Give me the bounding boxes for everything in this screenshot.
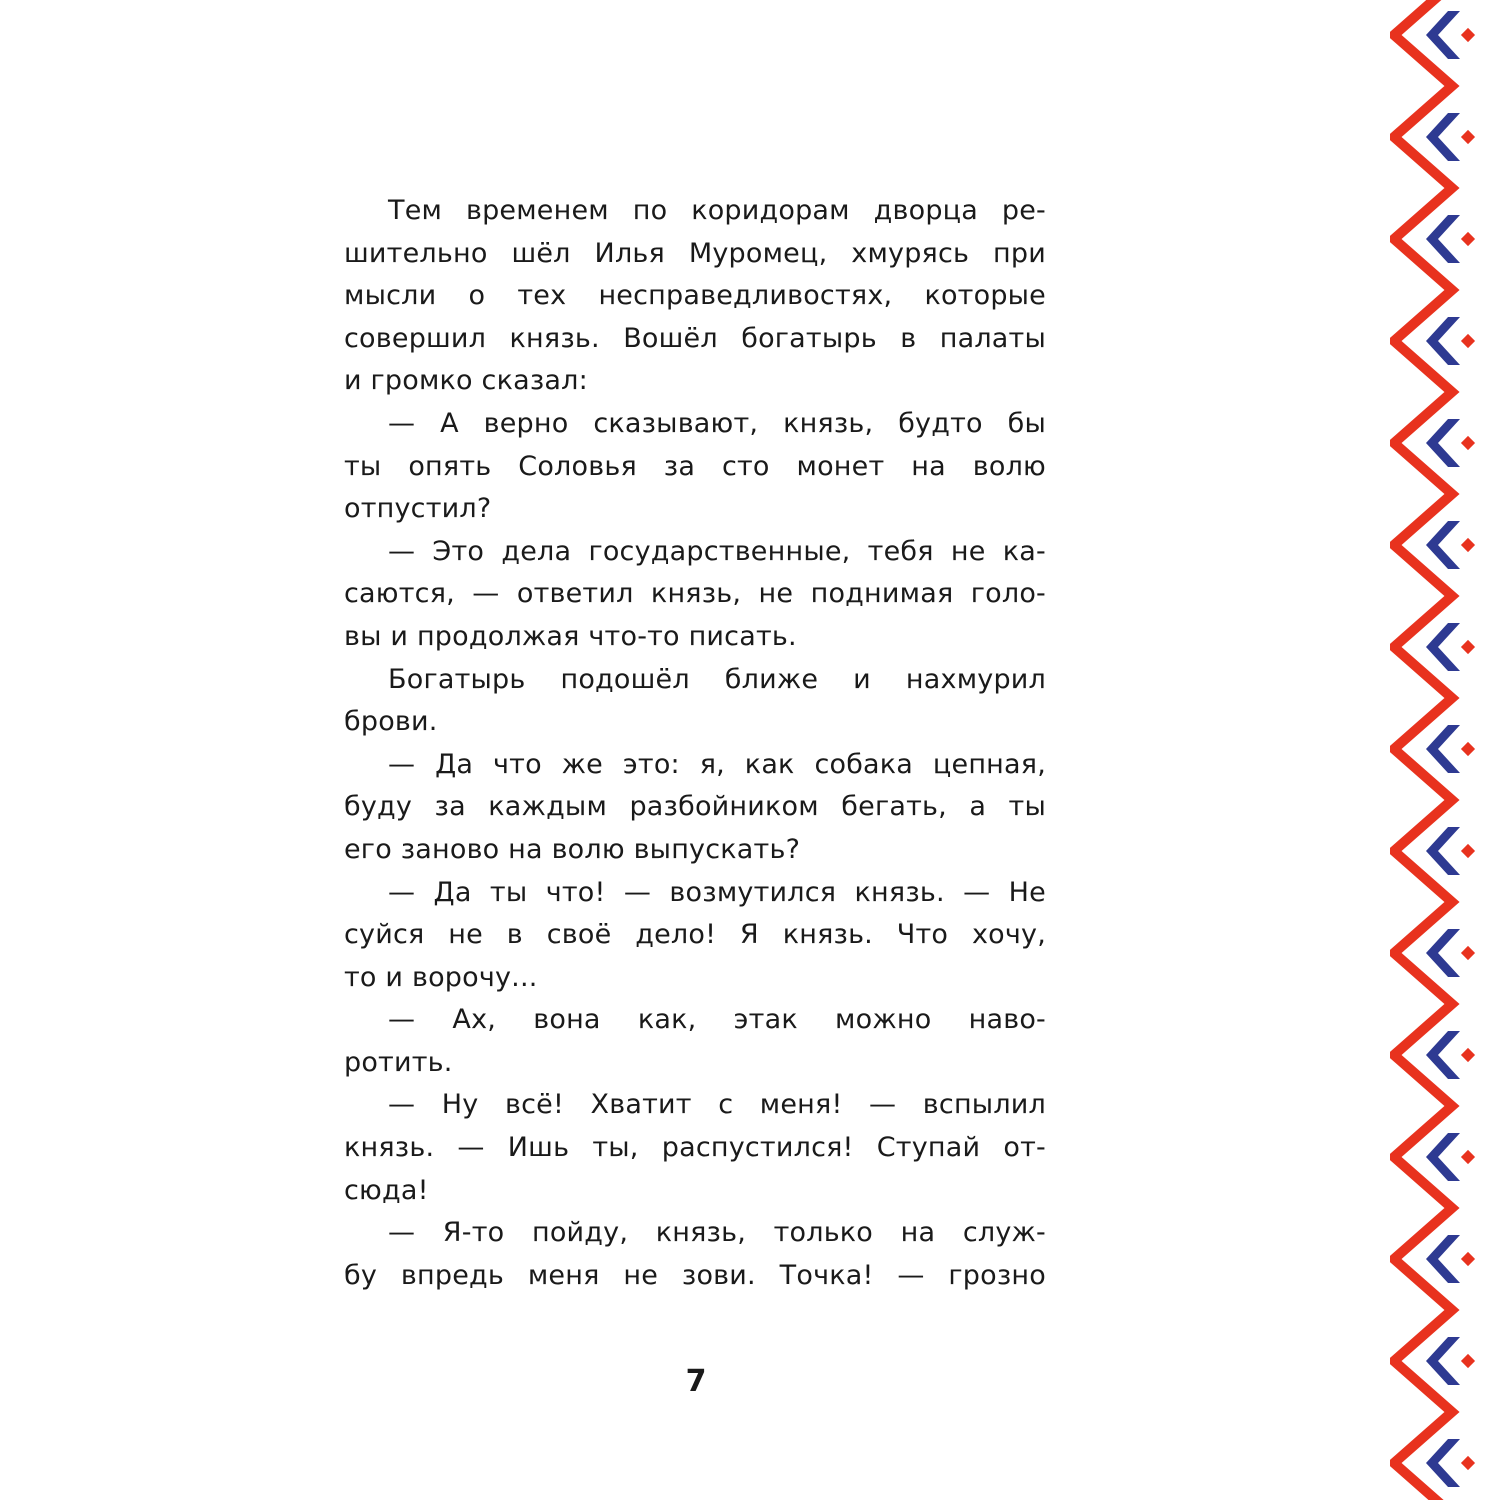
text-line: суйся не в своё дело! Я князь. Что хочу, [344, 919, 1046, 951]
diamond-dot [1461, 334, 1475, 348]
text-line: Тем временем по коридорам дворца ре- [388, 195, 1046, 226]
diamond-dot [1461, 538, 1475, 552]
diamond-dot [1461, 1252, 1475, 1266]
text-line: — Я-то пойду, князь, только на служ- [388, 1217, 1046, 1249]
text-line: отпустил? [344, 493, 492, 525]
text-line: буду за каждым разбойником бегать, а ты [344, 791, 1046, 823]
diamond-dot [1461, 1456, 1475, 1470]
diamond-dot [1461, 844, 1475, 858]
chevron-shape [1426, 113, 1460, 161]
diamond-dot [1461, 436, 1475, 450]
text-line: брови. [344, 706, 438, 738]
diamond-dot [1461, 1048, 1475, 1062]
chevron-shape [1426, 929, 1460, 977]
chevron-shape [1426, 1031, 1460, 1079]
text-line: совершил князь. Вошёл богатырь в палаты [344, 322, 1046, 354]
diamond-dot [1461, 946, 1475, 960]
text-line: вы и продолжая что-то писать. [344, 620, 797, 652]
text-line: то и ворочу... [344, 961, 538, 993]
folk-border-icon [1390, 0, 1500, 1500]
text-line: — А верно сказывают, князь, будто бы [388, 407, 1046, 439]
text-line: ты опять Соловья за сто монет на волю [344, 450, 1046, 482]
chevron-shape [1426, 1337, 1460, 1385]
text-line: мысли о тех несправедливостях, которые [344, 280, 1046, 312]
chevron-shape [1426, 725, 1460, 773]
page-number: 7 [685, 1364, 707, 1399]
chevron-shape [1426, 215, 1460, 263]
text-line: саются, — ответил князь, не поднимая голо- [344, 578, 1046, 610]
chevron-shape [1426, 827, 1460, 875]
text-line: князь. — Ишь ты, распустился! Ступай от- [344, 1132, 1046, 1164]
text-line: бу впредь меня не зови. Точка! — грозно [344, 1259, 1046, 1291]
chevron-shape [1426, 521, 1460, 569]
chevron-shape [1426, 419, 1460, 467]
diamond-dot [1461, 640, 1475, 654]
diamond-dot [1461, 1150, 1475, 1164]
chevron-shape [1426, 11, 1460, 59]
text-line: — Ну всё! Хватит с меня! — вспылил [388, 1089, 1046, 1121]
chevron-shape [1426, 1235, 1460, 1283]
text-line: — Да ты что! — возмутился князь. — Не [388, 876, 1046, 908]
chevron-shape [1426, 1439, 1460, 1487]
text-line: — Ах, вона как, этак можно наво- [388, 1004, 1046, 1036]
diamond-dot [1461, 742, 1475, 756]
chevron-shape [1426, 1133, 1460, 1181]
diamond-dot [1461, 1354, 1475, 1368]
text-line: сюда! [344, 1174, 429, 1206]
text-line: Богатырь подошёл ближе и нахмурил [388, 663, 1046, 695]
story-text [344, 190, 1046, 1297]
text-line: ротить. [344, 1046, 453, 1078]
text-line: — Да что же это: я, как собака цепная, [388, 748, 1046, 780]
chevron-shape [1426, 623, 1460, 671]
diamond-dot [1461, 130, 1475, 144]
chevron-shape [1426, 317, 1460, 365]
text-line: его заново на волю выпускать? [344, 833, 801, 865]
text-line: и громко сказал: [344, 365, 588, 397]
diamond-dot [1461, 28, 1475, 42]
diamond-dot [1461, 232, 1475, 246]
text-line: шительно шёл Илья Муромец, хмурясь при [344, 237, 1046, 269]
text-line: — Это дела государственные, тебя не ка- [388, 535, 1046, 567]
